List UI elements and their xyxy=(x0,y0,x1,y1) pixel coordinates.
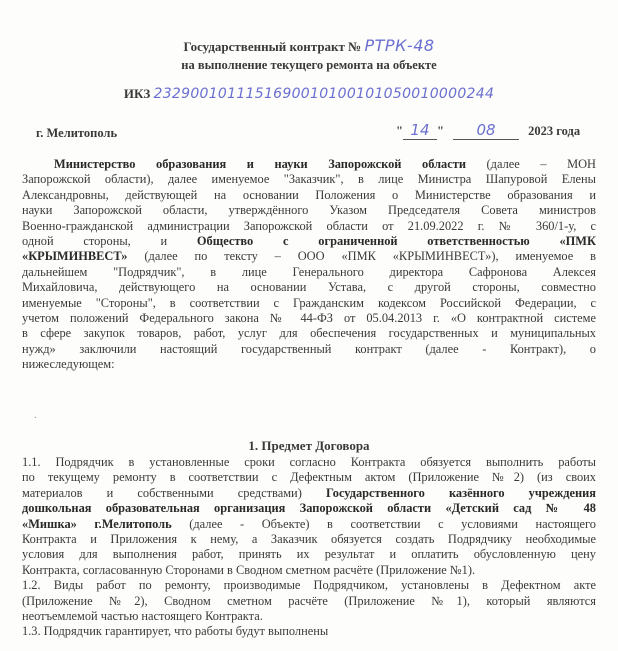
handwritten-contract-number: РТРК-48 xyxy=(364,36,435,55)
text-segment: 1.2. Виды работ по ремонту, производимые Подрядчиком, установлены в Дефектном акте xyxy=(22,578,596,593)
contract-title xyxy=(0,36,618,55)
handwritten-month: 08 xyxy=(476,121,496,139)
text-line xyxy=(22,455,596,470)
contract-subject: на выполнение текущего ремонта на объекте xyxy=(181,58,437,72)
text-line xyxy=(22,296,596,311)
text-line xyxy=(22,342,596,357)
text-line xyxy=(22,234,596,249)
text-line xyxy=(22,609,596,624)
ikz-line xyxy=(0,86,618,102)
text-line xyxy=(22,532,596,547)
text-segment: нужд» заключили настоящий государственный контракт (далее - Контракт), о xyxy=(22,341,596,356)
text-line xyxy=(22,501,596,516)
handwritten-day: 14 xyxy=(410,121,430,139)
stray-mark: . xyxy=(34,410,37,421)
text-segment: в сфере закупок товаров, работ, услуг для обеспечения государственных и муниципальных xyxy=(22,326,596,341)
text-line xyxy=(22,486,596,501)
contract-title-text: Государственный контракт № xyxy=(183,39,362,54)
intro-paragraph xyxy=(22,157,596,373)
text-segment: науки Запорожской области, утверждённого Указом Председателя Совета министров xyxy=(22,203,596,218)
text-segment: именуемые "Стороны", в соответствии с Гражданским кодексом Российской Федерации, с xyxy=(22,295,596,310)
ikz-label: ИКЗ xyxy=(123,86,151,101)
bold-text: «КРЫМИНВЕСТ» xyxy=(22,249,128,264)
text-segment: материалов и собственными средствами) xyxy=(22,485,326,500)
text-line xyxy=(22,594,596,609)
text-line xyxy=(22,157,596,172)
text-segment: Контракта и Приложения к нему, а Заказчик обязуется создать Подрядчику необходимые xyxy=(22,532,596,547)
text-segment: (далее – МОН xyxy=(465,157,596,171)
text-line xyxy=(22,326,596,341)
text-segment: Александровны, действующей на основании Положения о Министерстве образования и xyxy=(22,187,596,202)
text-segment: по текущему ремонту в соответствии с Дефектным актом (Приложение №2) (из своих xyxy=(22,470,596,485)
text-line xyxy=(22,311,596,326)
text-line xyxy=(22,547,596,562)
text-line xyxy=(22,203,596,218)
text-segment: Военно-гражданской администрации Запорожской области от 21.09.2022 г. № 360/1-у, с xyxy=(22,218,596,233)
text-line xyxy=(22,172,596,187)
text-line xyxy=(22,280,596,295)
text-segment: условия для выполнения работ, принять их результат и оплатить обусловленную цену xyxy=(22,547,596,562)
text-segment: дальнейшем "Подрядчик", в лице Генерального директора Сафронова Алексея xyxy=(22,264,596,279)
text-segment: (далее по тексту – ООО «ПМК «КРЫМИНВЕСТ»), именуемое в xyxy=(127,249,596,264)
text-line xyxy=(22,265,596,280)
text-segment: (Приложение №2), Сводном сметном расчёте (Приложение №1), который являются xyxy=(22,593,596,608)
text-line xyxy=(22,517,596,532)
text-segment: 1.3. Подрядчик гарантирует, что работы будут выполнены xyxy=(22,624,329,639)
city-label: г. Мелитополь xyxy=(36,126,118,140)
bold-text: дошкольная образовательная организация Запорожской области «Детский сад № 48 xyxy=(22,501,596,516)
text-segment: учетом положений Федерального закона № 44-ФЗ от 05.04.2013 г. «О контрактной системе xyxy=(22,311,596,326)
text-line xyxy=(22,249,596,264)
bold-text: «Мишка» г.Мелитополь xyxy=(22,516,172,531)
bold-text: Государственного казённого учреждения xyxy=(325,485,596,500)
text-segment: Запорожской области), далее именуемое "Заказчик", в лице Министра Шапуровой Елены xyxy=(22,172,596,187)
text-segment: неотъемлемой частью настоящего Контракта. xyxy=(22,609,263,624)
text-segment: (далее - Объекте) в соответствии с условиями настоящего xyxy=(171,516,597,531)
text-segment: Михайловича, действующего на основании Устава, с другой стороны, совместно xyxy=(22,280,596,295)
text-line xyxy=(22,563,596,578)
text-line xyxy=(22,357,596,372)
text-line xyxy=(22,470,596,485)
year-label: 2023 года xyxy=(528,124,581,138)
contract-date: " 14 " 08 2023 года xyxy=(396,121,581,139)
text-segment: нижеследующем: xyxy=(22,357,115,372)
bold-text: Общество с ограниченной ответственностью «ПМК xyxy=(196,234,596,249)
text-line xyxy=(22,188,596,203)
text-line xyxy=(22,219,596,234)
text-line xyxy=(22,624,596,639)
text-segment: Контракта, согласованную Сторонами в Сводном сметном расчёте (Приложение №1). xyxy=(22,562,476,577)
bold-text: Министерство образования и науки Запорожской области xyxy=(54,157,466,171)
text-segment: одной стороны, и xyxy=(22,234,197,249)
section-1-body xyxy=(22,455,596,640)
handwritten-ikz-value: 2329001011151690010100101050010000244 xyxy=(153,86,495,102)
section-heading: 1. Предмет Договора xyxy=(248,438,370,453)
text-line xyxy=(22,578,596,593)
text-segment: 1.1. Подрядчик в установленные сроки согласно Контракта обязуется выполнить работы xyxy=(22,455,596,469)
